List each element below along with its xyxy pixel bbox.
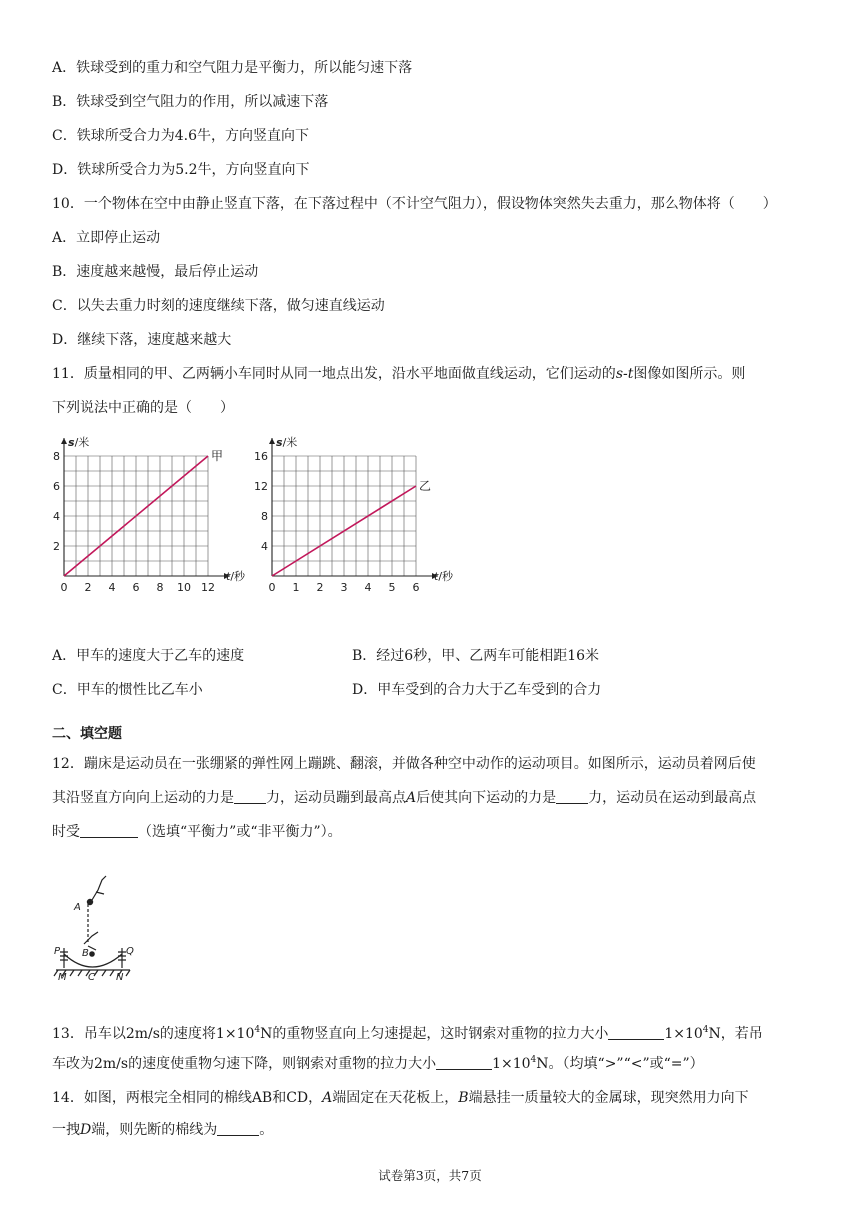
q13-text: 13．吊车以2m/s的速度将 bbox=[52, 1026, 216, 1042]
q9-option-a: A．铁球受到的重力和空气阻力是平衡力，所以能匀速下落 bbox=[52, 60, 413, 76]
q14-text: 端悬挂一质量较大的金属球，现突然用力向下 bbox=[468, 1090, 749, 1106]
q13-blank-1[interactable] bbox=[608, 1025, 664, 1040]
q12-line2 bbox=[52, 788, 756, 808]
fig-label-q: Q bbox=[126, 946, 134, 957]
q10-option-d: D．继续下落，速度越来越大 bbox=[52, 332, 232, 348]
q11-option-c: C．甲车的惯性比乙车小 bbox=[52, 682, 203, 698]
q12-blank-3[interactable] bbox=[80, 823, 138, 838]
q14-text: 一拽 bbox=[52, 1122, 80, 1138]
x-tick-label: 6 bbox=[412, 581, 420, 594]
q13-line1 bbox=[52, 1024, 763, 1044]
q10-option-c: C．以失去重力时刻的速度继续下落，做匀速直线运动 bbox=[52, 298, 385, 314]
q14-text: 端固定在天花板上， bbox=[332, 1090, 459, 1106]
q11-stem-part: 11．质量相同的甲、乙两辆小车同时从同一地点出发，沿水平地面做直线运动，它们运动的 bbox=[52, 366, 616, 382]
y-tick-label: 6 bbox=[53, 480, 60, 493]
y-tick-label: 8 bbox=[261, 510, 268, 523]
q13-blank-2[interactable] bbox=[436, 1055, 492, 1070]
q12-text: 后使其向下运动的力是 bbox=[416, 790, 557, 806]
q14-line1 bbox=[52, 1088, 749, 1108]
q12-line3 bbox=[52, 822, 342, 842]
q12-blank-1[interactable] bbox=[234, 789, 266, 804]
fig-label-m: M bbox=[58, 972, 67, 982]
q14-text: 。 bbox=[259, 1122, 274, 1138]
y-tick-label: 4 bbox=[53, 510, 60, 523]
x-tick-label: 12 bbox=[201, 581, 215, 594]
q14-line2 bbox=[52, 1120, 273, 1140]
y-tick-label: 16 bbox=[254, 450, 268, 463]
q14-text: 14．如图，两根完全相同的棉线AB和CD， bbox=[52, 1090, 323, 1106]
x-tick-label: 8 bbox=[156, 581, 164, 594]
q9-option-d: D．铁球所受合力为5.2牛，方向竖直向下 bbox=[52, 162, 310, 178]
q12-text: 力，运动员在运动到最高点 bbox=[588, 790, 757, 806]
q12-text: （选填“平衡力”或“非平衡力”）。 bbox=[138, 824, 342, 840]
q12-var: A bbox=[406, 790, 417, 806]
q11-stem-part: 图像如图所示。则 bbox=[633, 366, 746, 382]
q11-stem-line2: 下列说法中正确的是（ ） bbox=[52, 400, 234, 416]
trampoline-figure bbox=[52, 870, 136, 982]
x-axis-label: t/秒 bbox=[434, 570, 454, 583]
q11-stem-var: s-t bbox=[615, 366, 634, 382]
q10-stem: 10．一个物体在空中由静止竖直下落，在下落过程中（不计空气阻力），假设物体突然失去重力，那么物体将（ ） bbox=[52, 196, 777, 212]
q10-option-b: B．速度越来越慢，最后停止运动 bbox=[52, 264, 259, 280]
q13-unit: N bbox=[260, 1026, 273, 1042]
q13-num: 1×10 bbox=[664, 1026, 703, 1042]
q13-num: 1×10 bbox=[492, 1056, 531, 1072]
q13-unit: N bbox=[708, 1026, 721, 1042]
x-tick-label: 6 bbox=[132, 581, 140, 594]
q14-var: A bbox=[322, 1090, 333, 1106]
q11-stem-line1 bbox=[52, 364, 745, 384]
q13-exp: 4 bbox=[254, 1025, 261, 1035]
x-tick-label: 10 bbox=[177, 581, 191, 594]
q11-option-d: D．甲车受到的合力大于乙车受到的合力 bbox=[352, 682, 602, 698]
page-footer: 试卷第3页，共7页 bbox=[378, 1168, 482, 1183]
q13-text: 车改为2m/s的速度使重物匀速下降，则钢索对重物的拉力大小 bbox=[52, 1056, 437, 1072]
q12-blank-2[interactable] bbox=[556, 789, 588, 804]
y-axis-arrow bbox=[61, 438, 67, 444]
q13-exp: 4 bbox=[530, 1055, 537, 1065]
q9-option-b: B．铁球受到空气阻力的作用，所以减速下落 bbox=[52, 94, 329, 110]
y-axis-label: s/米 bbox=[276, 436, 298, 449]
section-title: 二、填空题 bbox=[52, 726, 122, 742]
q13-line2 bbox=[52, 1054, 704, 1074]
q13-exp: 4 bbox=[702, 1025, 709, 1035]
y-tick-label: 2 bbox=[53, 540, 60, 553]
q11-option-b: B．经过6秒，甲、乙两车可能相距16米 bbox=[352, 648, 600, 664]
x-tick-label: 2 bbox=[84, 581, 92, 594]
x-axis-label: t/秒 bbox=[226, 570, 246, 583]
x-tick-label: 1 bbox=[292, 581, 300, 594]
q13-num: 1×10 bbox=[215, 1026, 255, 1042]
y-tick-label: 8 bbox=[53, 450, 60, 463]
q11-option-a: A．甲车的速度大于乙车的速度 bbox=[52, 648, 245, 664]
q14-var: D bbox=[80, 1122, 92, 1138]
x-tick-label: 0 bbox=[60, 581, 68, 594]
y-tick-label: 4 bbox=[261, 540, 268, 553]
fig-label-p: P bbox=[54, 946, 61, 957]
x-tick-label: 5 bbox=[388, 581, 396, 594]
q12-text: 时受 bbox=[52, 824, 80, 840]
fig-label-b: B bbox=[82, 948, 89, 959]
y-axis-label: s/米 bbox=[68, 436, 90, 449]
series-label: 甲 bbox=[211, 449, 224, 463]
q13-unit: N bbox=[536, 1056, 549, 1072]
x-tick-label: 3 bbox=[340, 581, 348, 594]
q14-text: 端，则先断的棉线为 bbox=[91, 1122, 218, 1138]
q12-text: 其沿竖直方向向上运动的力是 bbox=[52, 790, 234, 806]
q11-charts bbox=[40, 428, 480, 600]
y-tick-label: 12 bbox=[254, 480, 268, 493]
q13-text: 。（均填“>”“<”或“=”） bbox=[548, 1056, 704, 1072]
x-tick-label: 2 bbox=[316, 581, 324, 594]
x-tick-label: 0 bbox=[268, 581, 276, 594]
q12-text: 力，运动员蹦到最高点 bbox=[266, 790, 406, 806]
fig-label-c: C bbox=[88, 972, 95, 982]
y-axis-arrow bbox=[269, 438, 275, 444]
series-label: 乙 bbox=[419, 479, 432, 493]
q13-text: ，若吊 bbox=[720, 1026, 763, 1042]
x-tick-label: 4 bbox=[108, 581, 116, 594]
fig-label-a: A bbox=[74, 902, 81, 913]
q14-blank[interactable] bbox=[217, 1121, 259, 1136]
q10-option-a: A．立即停止运动 bbox=[52, 230, 161, 246]
x-tick-label: 4 bbox=[364, 581, 372, 594]
q13-text: 的重物竖直向上匀速提起，这时钢索对重物的拉力大小 bbox=[272, 1026, 609, 1042]
q12-line1: 12．蹦床是运动员在一张绷紧的弹性网上蹦跳、翻滚，并做各种空中动作的运动项目。如图所示，运动员着网后使 bbox=[52, 756, 756, 772]
fig-label-n: N bbox=[116, 972, 124, 982]
q9-option-c: C．铁球所受合力为4.6牛，方向竖直向下 bbox=[52, 128, 309, 144]
q14-var: B bbox=[458, 1090, 469, 1106]
